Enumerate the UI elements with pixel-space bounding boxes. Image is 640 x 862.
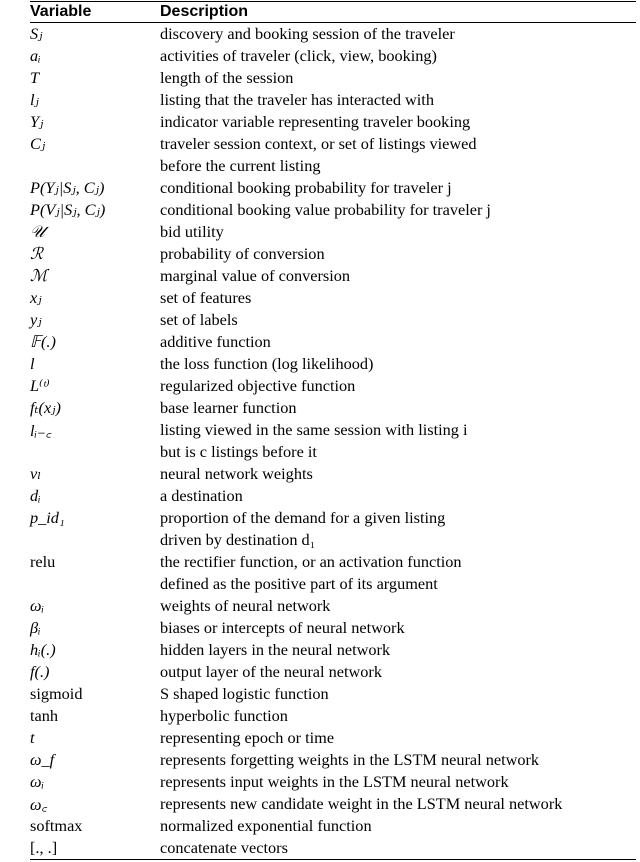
- table-row: [30, 23, 636, 46]
- table-row: [30, 705, 636, 727]
- table-row: [30, 419, 636, 441]
- description-cell: set of features: [160, 288, 252, 307]
- variable-cell: ℳ: [30, 266, 48, 285]
- description-cell: base learner function: [160, 398, 297, 417]
- table-row: [30, 265, 636, 287]
- variable-cell: [30, 441, 160, 463]
- description-cell: proportion of the demand for a given listing: [160, 508, 446, 527]
- table-body: [30, 23, 636, 860]
- header-variable: Variable: [30, 2, 160, 23]
- table-row: [30, 199, 636, 221]
- table-row: [30, 529, 636, 551]
- variable-cell: νₗ: [30, 464, 42, 483]
- description-cell: set of labels: [160, 310, 238, 329]
- description-cell: represents input weights in the LSTM neural network: [160, 772, 509, 791]
- variable-cell: yⱼ: [30, 310, 42, 329]
- variable-cell: lᵢ₋꜀: [30, 421, 52, 440]
- table-row: [30, 89, 636, 111]
- description-cell: activities of traveler (click, view, booking): [160, 46, 437, 65]
- description-cell: driven by destination d₁: [160, 530, 316, 549]
- variable-cell: f(.): [30, 662, 50, 681]
- table-row: [30, 397, 636, 419]
- variable-cell: tanh: [30, 706, 59, 725]
- variable-cell: P(Vⱼ|Sⱼ, Cⱼ): [30, 200, 106, 219]
- description-cell: conditional booking probability for traveler j: [160, 178, 452, 197]
- variable-cell: ωᵢ: [30, 596, 45, 615]
- table-row: [30, 727, 636, 749]
- table-row: [30, 287, 636, 309]
- variable-cell: ω_f: [30, 750, 55, 769]
- table-row: [30, 661, 636, 683]
- table-row: [30, 375, 636, 397]
- table-row: [30, 617, 636, 639]
- table-row: [30, 309, 636, 331]
- table-row: [30, 155, 636, 177]
- variable-cell: P(Yⱼ|Sⱼ, Cⱼ): [30, 178, 105, 197]
- description-cell: before the current listing: [160, 156, 321, 175]
- table-row: [30, 551, 636, 573]
- variable-cell: hᵢ(.): [30, 640, 56, 659]
- description-cell: listing viewed in the same session with listing i: [160, 420, 468, 439]
- variable-cell: ℛ: [30, 244, 43, 263]
- variable-cell: [30, 529, 160, 551]
- description-cell: probability of conversion: [160, 244, 325, 263]
- table-row: [30, 45, 636, 67]
- table-row: [30, 221, 636, 243]
- description-cell: a destination: [160, 486, 243, 505]
- table-row: [30, 595, 636, 617]
- variable-cell: βᵢ: [30, 618, 41, 637]
- variable-cell: 𝒰: [30, 222, 45, 241]
- table-row: [30, 639, 636, 661]
- variable-cell: lⱼ: [30, 90, 39, 109]
- table-row: [30, 749, 636, 771]
- description-cell: conditional booking value probability for traveler j: [160, 200, 491, 219]
- table-row: [30, 793, 636, 815]
- variable-cell: ωᵢ: [30, 772, 45, 791]
- table-row: [30, 573, 636, 595]
- table-row: [30, 485, 636, 507]
- description-cell: representing epoch or time: [160, 728, 335, 747]
- header-description: Description: [160, 2, 636, 23]
- description-cell: regularized objective function: [160, 376, 356, 395]
- variable-cell: L⁽ᵗ⁾: [30, 376, 50, 395]
- description-cell: S shaped logistic function: [160, 684, 329, 703]
- table-row: [30, 331, 636, 353]
- table-row: [30, 111, 636, 133]
- description-cell: normalized exponential function: [160, 816, 372, 835]
- description-cell: additive function: [160, 332, 271, 351]
- description-cell: bid utility: [160, 222, 224, 241]
- description-cell: defined as the positive part of its argument: [160, 574, 438, 593]
- description-cell: hyperbolic function: [160, 706, 288, 725]
- description-cell: but is c listings before it: [160, 442, 317, 461]
- table-row: [30, 67, 636, 89]
- variable-cell: t: [30, 728, 35, 747]
- variable-cell: Sⱼ: [30, 24, 43, 43]
- table-row: [30, 683, 636, 705]
- description-cell: listing that the traveler has interacted with: [160, 90, 434, 109]
- description-cell: traveler session context, or set of listings viewed: [160, 134, 477, 153]
- table-row: [30, 177, 636, 199]
- description-cell: output layer of the neural network: [160, 662, 382, 681]
- description-cell: neural network weights: [160, 464, 313, 483]
- variable-cell: [., .]: [30, 837, 160, 860]
- table-row: [30, 133, 636, 155]
- variable-cell: Yⱼ: [30, 112, 44, 131]
- variable-cell: ω꜀: [30, 795, 48, 814]
- table-row: [30, 463, 636, 485]
- table-row: [30, 837, 636, 860]
- variable-cell: xⱼ: [30, 288, 42, 307]
- description-cell: weights of neural network: [160, 596, 331, 615]
- description-cell: discovery and booking session of the traveler: [160, 24, 455, 43]
- description-cell: represents new candidate weight in the LSTM neural network: [160, 794, 563, 813]
- variable-cell: relu: [30, 552, 56, 571]
- description-cell: hidden layers in the neural network: [160, 640, 391, 659]
- description-cell: the rectifier function, or an activation function: [160, 552, 462, 571]
- variable-cell: aᵢ: [30, 46, 41, 65]
- description-cell: the loss function (log likelihood): [160, 354, 374, 373]
- variable-cell: fₜ(xⱼ): [30, 398, 61, 417]
- variable-cell: sigmoid: [30, 684, 83, 703]
- table-row: [30, 815, 636, 837]
- variable-cell: 𝔽(.): [30, 332, 56, 351]
- description-cell: length of the session: [160, 68, 294, 87]
- table-row: [30, 507, 636, 529]
- description-cell: represents forgetting weights in the LSTM neural network: [160, 750, 540, 769]
- variable-cell: p_id₁: [30, 508, 65, 527]
- variable-cell: T: [30, 68, 40, 87]
- description-cell: concatenate vectors: [160, 837, 636, 860]
- variable-cell: [30, 573, 160, 595]
- table-row: [30, 441, 636, 463]
- table-header-row: [30, 2, 636, 23]
- description-cell: marginal value of conversion: [160, 266, 351, 285]
- description-cell: biases or intercepts of neural network: [160, 618, 405, 637]
- table-row: [30, 353, 636, 375]
- table-row: [30, 243, 636, 265]
- description-cell: indicator variable representing traveler booking: [160, 112, 471, 131]
- variable-table: [30, 2, 636, 860]
- variable-cell: Cⱼ: [30, 134, 46, 153]
- variable-cell: [30, 155, 160, 177]
- variable-cell: dᵢ: [30, 486, 41, 505]
- variable-cell: softmax: [30, 816, 83, 835]
- table-row: [30, 771, 636, 793]
- variable-cell: l: [30, 354, 35, 373]
